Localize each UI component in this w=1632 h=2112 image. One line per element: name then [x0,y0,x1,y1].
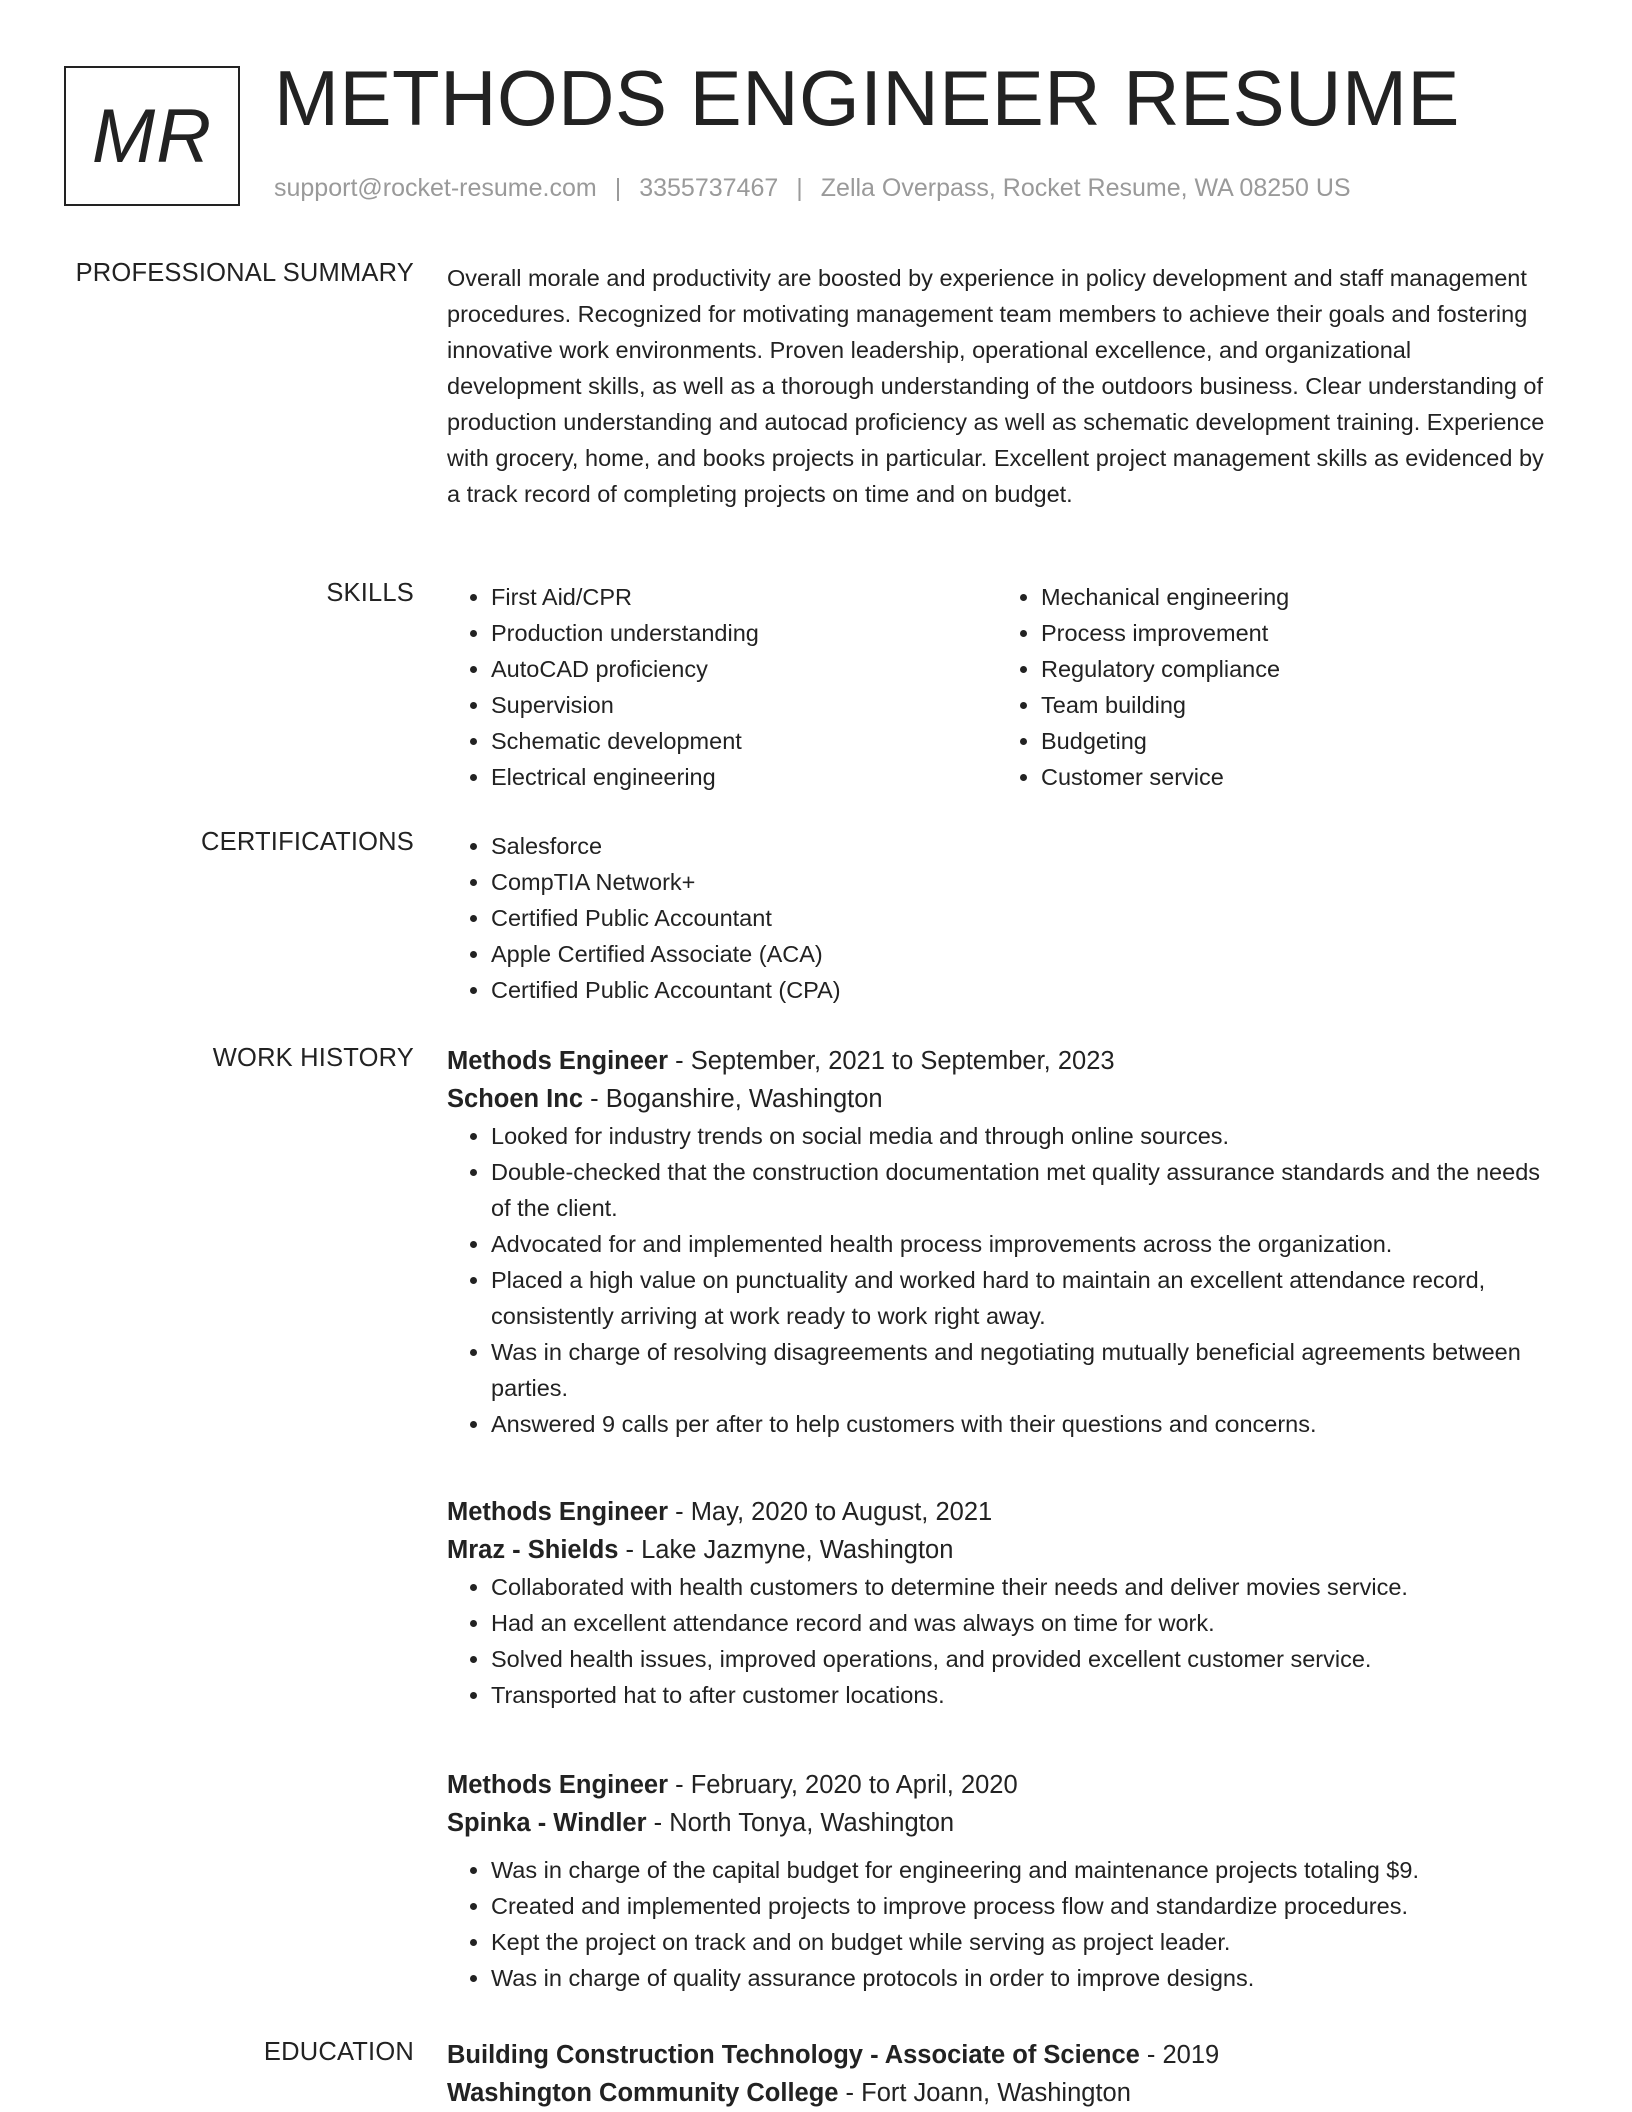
job-duty: • Solved health issues, improved operations, and provided excellent customer service. [491,1641,1547,1677]
job-title-line [447,1766,1547,1804]
contact-separator: | [796,174,803,202]
job-location: - Boganshire, Washington [583,1085,883,1113]
job-company-line [447,1804,1547,1842]
summary-text: Overall morale and productivity are boosted by experience in policy development and staff management procedures. Recognized for motivating management team members to achieve their goals and fostering innovative work environments. Proven leadership, operational excellence, and organizational development skills, as well as a thorough understanding of the outdoors business. Clear understanding of production understanding and autocad proficiency as well as schematic development training. Experience with grocery, home, and books projects in particular. Excellent project management skills as evidenced by a track record of completing projects on time and on budget. [447,265,1545,507]
skill-item: • Schematic development [491,723,997,759]
job-duties-list [447,1569,1547,1713]
job-duty: • Kept the project on track and on budget while serving as project leader. [491,1924,1547,1960]
skill-item: • Electrical engineering [491,759,997,795]
job-title-line [447,1493,1547,1531]
skill-item: • First Aid/CPR [491,579,997,615]
job-company-line [447,1531,1547,1569]
skill-item: • Supervision [491,687,997,723]
job-dates: - September, 2021 to September, 2023 [668,1047,1115,1075]
job-duty: • Was in charge of the capital budget for engineering and maintenance projects totaling $9. [491,1852,1547,1888]
job-duties-list [447,1852,1547,1996]
job-duty: • Collaborated with health customers to determine their needs and deliver movies service. [491,1569,1547,1605]
job-company-line [447,1080,1547,1118]
job-company: Schoen Inc [447,1085,584,1113]
education-year: - 2019 [1139,2041,1220,2069]
skill-item: • Process improvement [1041,615,1547,651]
job-title: Methods Engineer [447,1047,669,1075]
job-duties-list [447,1118,1547,1442]
skill-item: • Customer service [1041,759,1547,795]
job-company: Mraz - Shields [447,1536,619,1564]
job-duty: • Answered 9 calls per after to help customers with their questions and concerns. [491,1406,1547,1442]
skills-heading: SKILLS [326,579,414,607]
job-duty: • Placed a high value on punctuality and worked hard to maintain an excellent attendance record, consistently arriving at work ready to work right away. [491,1262,1547,1334]
skills-list-right [997,579,1547,795]
work-history-heading: WORK HISTORY [212,1044,414,1072]
skill-item: • Production understanding [491,615,997,651]
certification-item: • CompTIA Network+ [491,864,1547,900]
education-school-line [447,2074,1547,2112]
job-duty: • Double-checked that the construction documentation met quality assurance standards and the needs of the client. [491,1154,1547,1226]
job-duty: • Transported hat to after customer locations. [491,1677,1547,1713]
contact-phone: 3355737467 [639,174,779,202]
job-entry [447,1766,1547,1996]
job-duty: • Advocated for and implemented health process improvements across the organization. [491,1226,1547,1262]
job-dates: - February, 2020 to April, 2020 [668,1771,1018,1799]
job-location: - North Tonya, Washington [646,1809,955,1837]
skill-item: • Regulatory compliance [1041,651,1547,687]
job-duty: • Had an excellent attendance record and was always on time for work. [491,1605,1547,1641]
skill-item: • Team building [1041,687,1547,723]
education-entry [447,2036,1547,2112]
certification-item: • Salesforce [491,828,1547,864]
contact-email: support@rocket-resume.com [274,174,597,202]
contact-separator: | [614,174,622,202]
job-title: Methods Engineer [447,1771,669,1799]
skills-list-left [447,579,997,795]
job-entry [447,1042,1547,1442]
job-duty: • Created and implemented projects to improve process flow and standardize procedures. [491,1888,1547,1924]
job-title: Methods Engineer [447,1498,669,1526]
resume-title: METHODS ENGINEER RESUME [274,54,1460,142]
certification-item: • Apple Certified Associate (ACA) [491,936,1547,972]
job-dates: - May, 2020 to August, 2021 [668,1498,993,1526]
education-heading: EDUCATION [263,2038,414,2066]
education-degree: Building Construction Technology - Associate of Science [447,2041,1140,2069]
education-location: - Fort Joann, Washington [838,2079,1131,2107]
job-duty: • Was in charge of quality assurance protocols in order to improve designs. [491,1960,1547,1996]
monogram-initials: MR [91,93,213,179]
certifications-heading: CERTIFICATIONS [201,828,414,856]
summary-heading: PROFESSIONAL SUMMARY [75,259,414,287]
skill-item: • Mechanical engineering [1041,579,1547,615]
contact-line [274,174,1351,203]
certification-item: • Certified Public Accountant [491,900,1547,936]
skill-item: • AutoCAD proficiency [491,651,997,687]
education-school: Washington Community College [447,2079,839,2107]
education-degree-line [447,2036,1547,2074]
job-location: - Lake Jazmyne, Washington [618,1536,954,1564]
skill-item: • Budgeting [1041,723,1547,759]
certification-item: • Certified Public Accountant (CPA) [491,972,1547,1008]
job-duty: • Was in charge of resolving disagreements and negotiating mutually beneficial agreements between parties. [491,1334,1547,1406]
certifications-list [447,828,1547,1008]
job-title-line [447,1042,1547,1080]
monogram-box [64,66,240,206]
job-duty: • Looked for industry trends on social media and through online sources. [491,1118,1547,1154]
contact-address: Zella Overpass, Rocket Resume, WA 08250 US [820,174,1351,202]
job-entry [447,1493,1547,1713]
job-company: Spinka - Windler [447,1809,647,1837]
